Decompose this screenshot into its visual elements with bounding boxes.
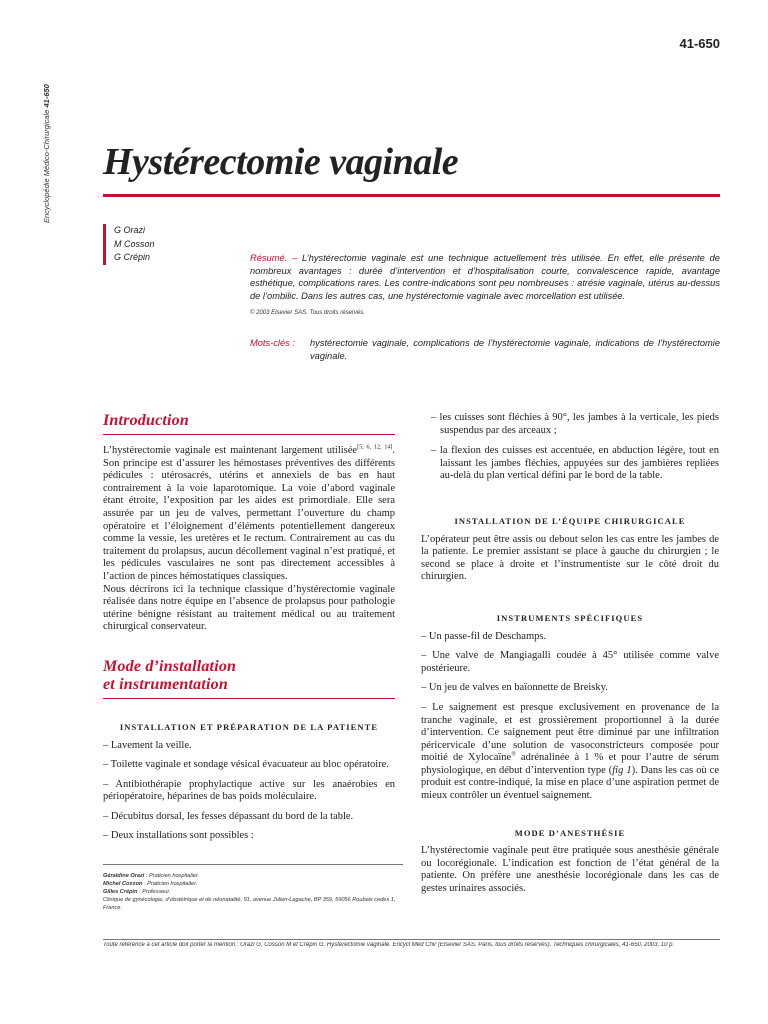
intro-paragraph-1: L’hystérectomie vaginale est maintenant largement utilisée[5, 6, 12, 14]. Son principe est d’assurer les hémostases préventives des différents pédicules : utérosacrés, utérins et annexiels de bas en haut contrairement à la voie laparotomique. La voie d’abord vaginale étant étroite, l’exposition par les aides est primordiale. Elle sera assurée par un jeu de valves, permettant l’ouverture du champ opératoire et l’éloignement d’éléments potentiellement dangereux comme la vessie, les uretères et le rectum. Contrairement au cas du traitement du prolapsus, aucun décollement vaginal n’est pratiqué, et les pédicules vasculaires ne sont pas directement accessibles à l’action de pinces hémostatiques classiques.: [103, 444, 395, 582]
journal-sidebar: [20, 48, 52, 223]
list-item: – Un passe-fil de Deschamps.: [421, 630, 547, 642]
heading-rule: [103, 434, 395, 435]
citation-reference: Toute référence à cet article doit porter la mention : Orazi G, Cosson M et Crépin G. Hystérectomie vaginale. Encycl Méd Chir (Elsevier SAS, Paris, tous droits réservés), Techniques chirurgicales, 41-650, 2003, 10 p.: [103, 942, 675, 948]
intro-paragraph-2: Nous décrirons ici la technique classique d’hystérectomie vaginale réalisée dans notre équipe en l’absence de prolapsus pour pathologie utérine bénigne résistant au traitement médical ou au traitement chirurgical conservateur.: [103, 583, 395, 633]
list-item: – Un jeu de valves en baïonnette de Breisky.: [421, 682, 608, 694]
author: G Crépin: [114, 252, 151, 262]
list-item: – les cuisses sont fléchies à 90°, les jambes à la verticale, les pieds suspendus par des arceaux ;: [431, 412, 719, 436]
copyright: © 2003 Elsevier SAS. Tous droits réservés.: [250, 310, 365, 316]
subheading-instruments: INSTRUMENTS SPÉCIFIQUES: [496, 612, 644, 623]
abstract: [250, 252, 720, 302]
keywords: [250, 337, 720, 362]
section-mode: [103, 658, 395, 843]
keywords-text: hystérectomie vaginale, complications de l’hystérectomie vaginale, indications de l’hystérectomie vaginale.: [310, 338, 720, 361]
author: M Cosson: [114, 238, 155, 249]
list-item: – Deux installations sont possibles :: [103, 830, 254, 842]
keywords-label: Mots-clés :: [250, 338, 295, 348]
title-rule: [103, 194, 720, 197]
document-number: 41-650: [679, 36, 720, 51]
list-item: – Décubitus dorsal, les fesses dépassant du bord de la table.: [103, 810, 354, 822]
bottom-rule: [103, 939, 720, 940]
heading-rule: [103, 698, 395, 699]
list-item: – Lavement la veille.: [103, 739, 192, 751]
author-list: [103, 224, 155, 265]
section-heading-introduction: Introduction: [103, 412, 189, 429]
author: G Orazi: [114, 225, 146, 235]
figure-reference: fig 1: [612, 764, 632, 776]
list-item: – Une valve de Mangiagalli coudée à 45° utilisée comme valve postérieure.: [421, 650, 719, 674]
citation: [5, 6, 12, 14]: [357, 444, 393, 451]
left-column: [103, 412, 395, 843]
journal-sidebar-text: [42, 84, 51, 223]
author-footnote: Géraldine Orazi : Praticien hospitalier. Michel Cosson : Praticien hospitalier. Gilles Crépin : Professeur. Clinique de gynécologie, d’obstétrique et de néonatalité, 91, avenue Julien-Lagache, BP 359, 59056 Roubaix cedex 1, France.: [103, 873, 396, 911]
list-item: – la flexion des cuisses est accentuée, en abduction légère, tout en laissant les jambes fléchies, appuyées sur des jambières repliées au-delà du plan vertical défini par le bord de la table.: [431, 445, 719, 482]
abstract-text: L’hystérectomie vaginale est une technique actuellement très utilisée. En effet, elle présente de nombreux avantages : durée d’intervention et d’hospitalisation courte, convalescence rapide, avantage esthétique, complications rares. Les contre-indications sont peu nombreuses : atrésie vaginale, utérus au-dessus de l’ombilic. Dans les autres cas, une hystérectomie vaginale avec morcellation est utilisée.: [250, 253, 720, 301]
article-title: Hystérectomie vaginale: [103, 141, 459, 183]
bleeding-paragraph: – Le saignement est presque exclusivement en provenance de la tranche vaginale, et est grossièrement proportionnel à la durée d’intervention. Ce saignement peut être diminué par une infiltration péricervicale d’une solution de vasoconstricteurs composée pour moitié de Xylocaïne® adrénalinée à 1 % et pour l’autre de sérum physiologique, en début d’intervention type (fig 1). Dans les cas où ce produit est contre-indiqué, la mise en place d’une aspiration permet de mieux contrôler un éventuel saignement.: [421, 701, 720, 802]
section-heading-mode: Mode d’installation et instrumentation: [103, 657, 237, 693]
list-item: – Toilette vaginale et sondage vésical évacuateur au bloc opératoire.: [103, 759, 389, 771]
anesthesia-paragraph: L’hystérectomie vaginale peut être pratiquée sous anesthésie générale ou locorégionale. L’indication est fonction de l’état général de la patiente. On préfère une anesthésie locorégionale dans les cas de gestes urinaires associés.: [421, 845, 719, 895]
subheading-anesthesie: MODE D’ANESTHÉSIE: [514, 827, 626, 838]
equipe-paragraph: L’opérateur peut être assis ou debout selon les cas entre les jambes de la patiente. Le premier assistant se place à gauche du chirurgien ; le second se place à droite et l’instrumentiste sur le côté droit du chirurgien.: [421, 533, 719, 583]
subheading-equipe: INSTALLATION DE L’ÉQUIPE CHIRURGICALE: [454, 515, 686, 526]
journal-code: 41-650: [42, 84, 51, 108]
abstract-lead: Résumé. –: [250, 253, 298, 263]
journal-name: Encyclopédie Médico-Chirurgicale: [42, 109, 51, 223]
subheading-installation-patiente: INSTALLATION ET PRÉPARATION DE LA PATIENTE: [119, 721, 379, 732]
right-column: [421, 412, 719, 896]
list-item: – Antibiothérapie prophylactique active sur les anaérobies en périopératoire, héparines de bas poids moléculaire.: [103, 778, 395, 803]
footnote-rule: [103, 864, 403, 865]
